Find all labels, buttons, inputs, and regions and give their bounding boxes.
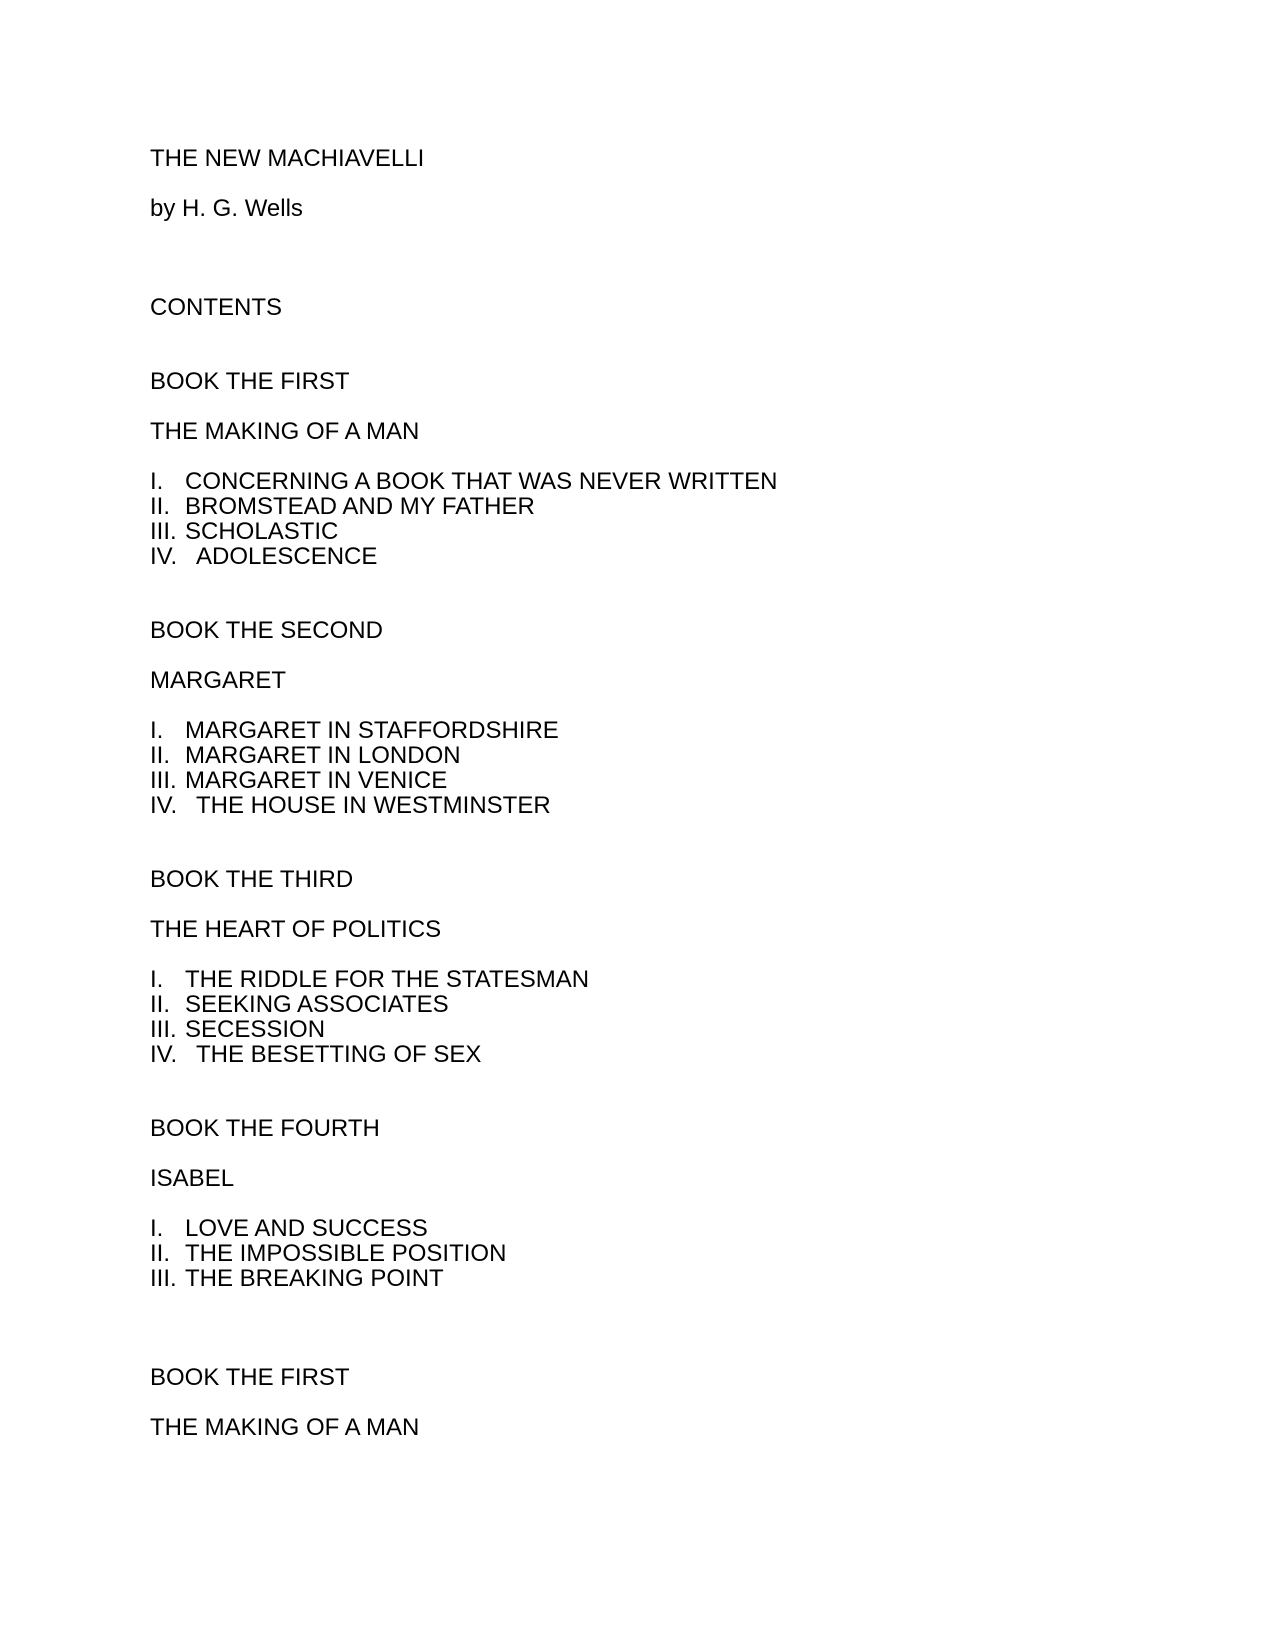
toc-chapter bbox=[150, 992, 449, 1017]
chapter-title: THE BREAKING POINT bbox=[185, 1265, 444, 1292]
chapter-title: THE BESETTING OF SEX bbox=[196, 1041, 482, 1068]
toc-chapter bbox=[150, 469, 778, 494]
book-heading: BOOK THE FOURTH bbox=[150, 1115, 380, 1142]
chapter-number: IV. bbox=[150, 543, 178, 570]
toc-chapter bbox=[150, 1017, 325, 1042]
chapter-number: I. bbox=[150, 717, 164, 744]
toc-chapter bbox=[150, 793, 551, 818]
book-subtitle: MARGARET bbox=[150, 667, 287, 694]
chapter-title: THE RIDDLE FOR THE STATESMAN bbox=[185, 966, 590, 993]
toc-chapter bbox=[150, 1216, 428, 1241]
chapter-title: THE IMPOSSIBLE POSITION bbox=[185, 1240, 507, 1267]
chapter-number: IV. bbox=[150, 1041, 178, 1068]
book-heading: BOOK THE FIRST bbox=[150, 368, 350, 395]
chapter-number: II. bbox=[150, 991, 171, 1018]
chapter-number: I. bbox=[150, 1215, 164, 1242]
contents-heading: CONTENTS bbox=[150, 294, 282, 321]
book-subtitle: THE MAKING OF A MAN bbox=[150, 418, 420, 445]
chapter-title: THE HOUSE IN WESTMINSTER bbox=[196, 792, 551, 819]
toc-chapter bbox=[150, 1266, 444, 1291]
toc-chapter bbox=[150, 519, 338, 544]
chapter-title: SECESSION bbox=[185, 1016, 326, 1043]
chapter-number: IV. bbox=[150, 792, 178, 819]
chapter-title: MARGARET IN STAFFORDSHIRE bbox=[185, 717, 559, 744]
chapter-number: II. bbox=[150, 1240, 171, 1267]
book-subtitle: THE HEART OF POLITICS bbox=[150, 916, 442, 943]
toc-chapter bbox=[150, 544, 377, 569]
body-book-heading: BOOK THE FIRST bbox=[150, 1364, 350, 1391]
chapter-number: III. bbox=[150, 518, 177, 545]
chapter-title: SEEKING ASSOCIATES bbox=[185, 991, 449, 1018]
book-heading: BOOK THE SECOND bbox=[150, 617, 383, 644]
toc-chapter bbox=[150, 967, 589, 992]
chapter-number: II. bbox=[150, 493, 171, 520]
chapter-number: I. bbox=[150, 966, 164, 993]
chapter-number: I. bbox=[150, 468, 164, 495]
toc-chapter bbox=[150, 1241, 506, 1266]
chapter-title: LOVE AND SUCCESS bbox=[185, 1215, 428, 1242]
chapter-title: MARGARET IN VENICE bbox=[185, 767, 448, 794]
toc-chapter bbox=[150, 768, 447, 793]
book-heading: BOOK THE THIRD bbox=[150, 866, 354, 893]
document-author: by H. G. Wells bbox=[150, 195, 303, 222]
chapter-number: III. bbox=[150, 1016, 177, 1043]
body-book-subtitle: THE MAKING OF A MAN bbox=[150, 1414, 420, 1441]
chapter-title: BROMSTEAD AND MY FATHER bbox=[185, 493, 535, 520]
toc-chapter bbox=[150, 494, 535, 519]
chapter-title: SCHOLASTIC bbox=[185, 518, 339, 545]
chapter-title: CONCERNING A BOOK THAT WAS NEVER WRITTEN bbox=[185, 468, 778, 495]
chapter-number: II. bbox=[150, 742, 171, 769]
chapter-title: ADOLESCENCE bbox=[196, 543, 378, 570]
chapter-number: III. bbox=[150, 767, 177, 794]
toc-chapter bbox=[150, 1042, 481, 1067]
toc-chapter bbox=[150, 718, 559, 743]
document-title: THE NEW MACHIAVELLI bbox=[150, 145, 425, 172]
chapter-number: III. bbox=[150, 1265, 177, 1292]
book-subtitle: ISABEL bbox=[150, 1165, 235, 1192]
chapter-title: MARGARET IN LONDON bbox=[185, 742, 461, 769]
toc-chapter bbox=[150, 743, 461, 768]
